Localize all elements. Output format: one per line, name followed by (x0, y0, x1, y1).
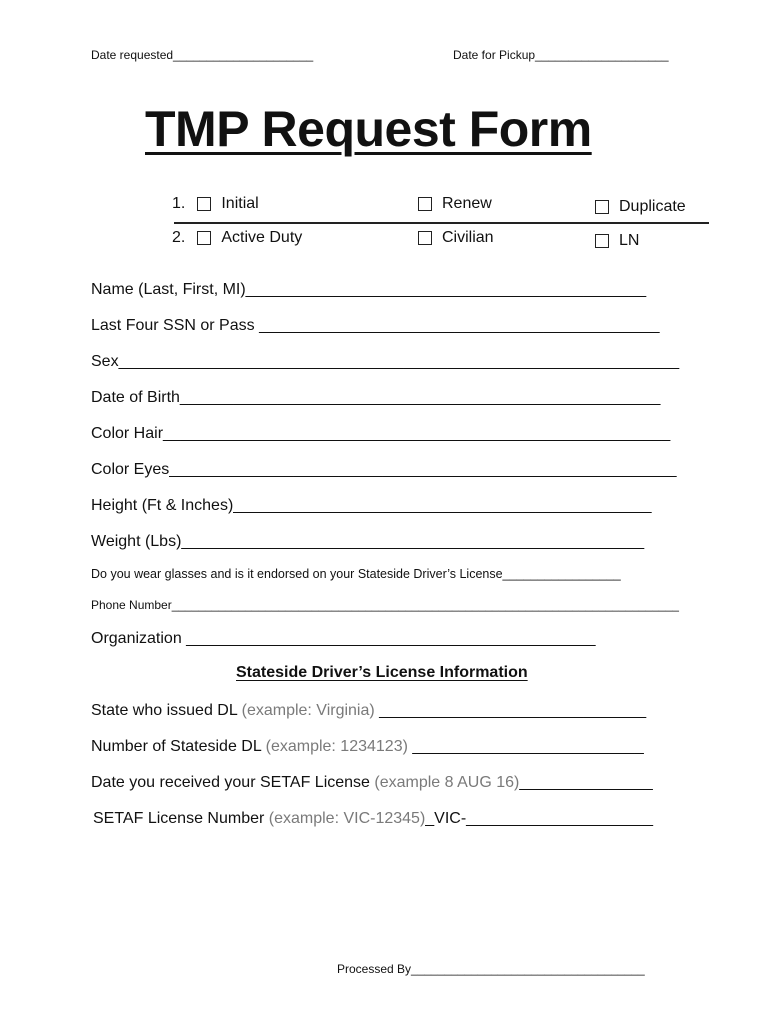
phone-field[interactable]: Phone Number____________________________________________________________________________ (91, 598, 679, 612)
active-duty-label: Active Duty (221, 229, 303, 246)
option-civilian (418, 229, 494, 247)
name-field[interactable]: Name (Last, First, MI)_____________________________________________ (91, 281, 647, 298)
setaf-date-label: Date you received your SETAF License (91, 774, 375, 791)
setaf-date-example: (example 8 AUG 16) (374, 774, 520, 791)
dob-field[interactable]: Date of Birth______________________________________________________ (91, 389, 661, 406)
option-ln (595, 232, 639, 250)
renew-label: Renew (442, 195, 492, 212)
civilian-checkbox[interactable] (418, 231, 432, 245)
state-issued-line: ______________________________ (374, 702, 647, 719)
dl-number-example: (example: 1234123) (265, 738, 408, 755)
initial-checkbox[interactable] (197, 197, 211, 211)
setaf-date-field[interactable] (91, 774, 653, 792)
glasses-field[interactable]: Do you wear glasses and is it endorsed on your Stateside Driver’s License_________________ (91, 567, 621, 581)
initial-label: Initial (221, 195, 259, 212)
state-issued-label: State who issued DL (91, 702, 242, 719)
date-pickup-field[interactable]: Date for Pickup____________________ (453, 48, 669, 62)
setaf-number-label: SETAF License Number (93, 810, 269, 827)
option-row-2 (172, 229, 302, 247)
dl-number-line: __________________________ (407, 738, 644, 755)
date-requested-field[interactable]: Date requested_____________________ (91, 48, 314, 62)
page-title: TMP Request Form (145, 101, 592, 157)
duplicate-label: Duplicate (619, 198, 686, 215)
ln-checkbox[interactable] (595, 234, 609, 248)
state-issued-example: (example: Virginia) (241, 702, 375, 719)
active-duty-checkbox[interactable] (197, 231, 211, 245)
duplicate-checkbox[interactable] (595, 200, 609, 214)
license-section-heading: Stateside Driver’s License Information (236, 664, 528, 681)
renew-checkbox[interactable] (418, 197, 432, 211)
setaf-number-example: (example: VIC-12345) (268, 810, 426, 827)
dl-number-label: Number of Stateside DL (91, 738, 266, 755)
weight-field[interactable]: Weight (Lbs)____________________________________________________ (91, 533, 645, 550)
civilian-label: Civilian (442, 229, 494, 246)
dl-number-field[interactable] (91, 738, 644, 756)
ln-label: LN (619, 232, 640, 249)
setaf-date-line: _______________ (519, 774, 653, 791)
option-renew (418, 195, 492, 213)
option-duplicate (595, 198, 686, 216)
ssn-field[interactable]: Last Four SSN or Pass _____________________________________________ (91, 317, 660, 334)
row1-number: 1. (172, 195, 186, 212)
hair-color-field[interactable]: Color Hair_________________________________________________________ (91, 425, 671, 442)
organization-field[interactable]: Organization ______________________________________________ (91, 630, 596, 647)
state-issued-field[interactable] (91, 702, 646, 720)
options-divider (174, 222, 709, 224)
sex-field[interactable]: Sex_______________________________________________________________ (91, 353, 680, 370)
processed-by-field[interactable]: Processed By___________________________________ (337, 962, 645, 976)
row2-number: 2. (172, 229, 186, 246)
setaf-number-field[interactable] (93, 810, 653, 828)
setaf-number-line: _VIC-_____________________ (425, 810, 654, 827)
eye-color-field[interactable]: Color Eyes_________________________________________________________ (91, 461, 677, 478)
option-row-1 (172, 195, 259, 213)
height-field[interactable]: Height (Ft & Inches)_______________________________________________ (91, 497, 652, 514)
